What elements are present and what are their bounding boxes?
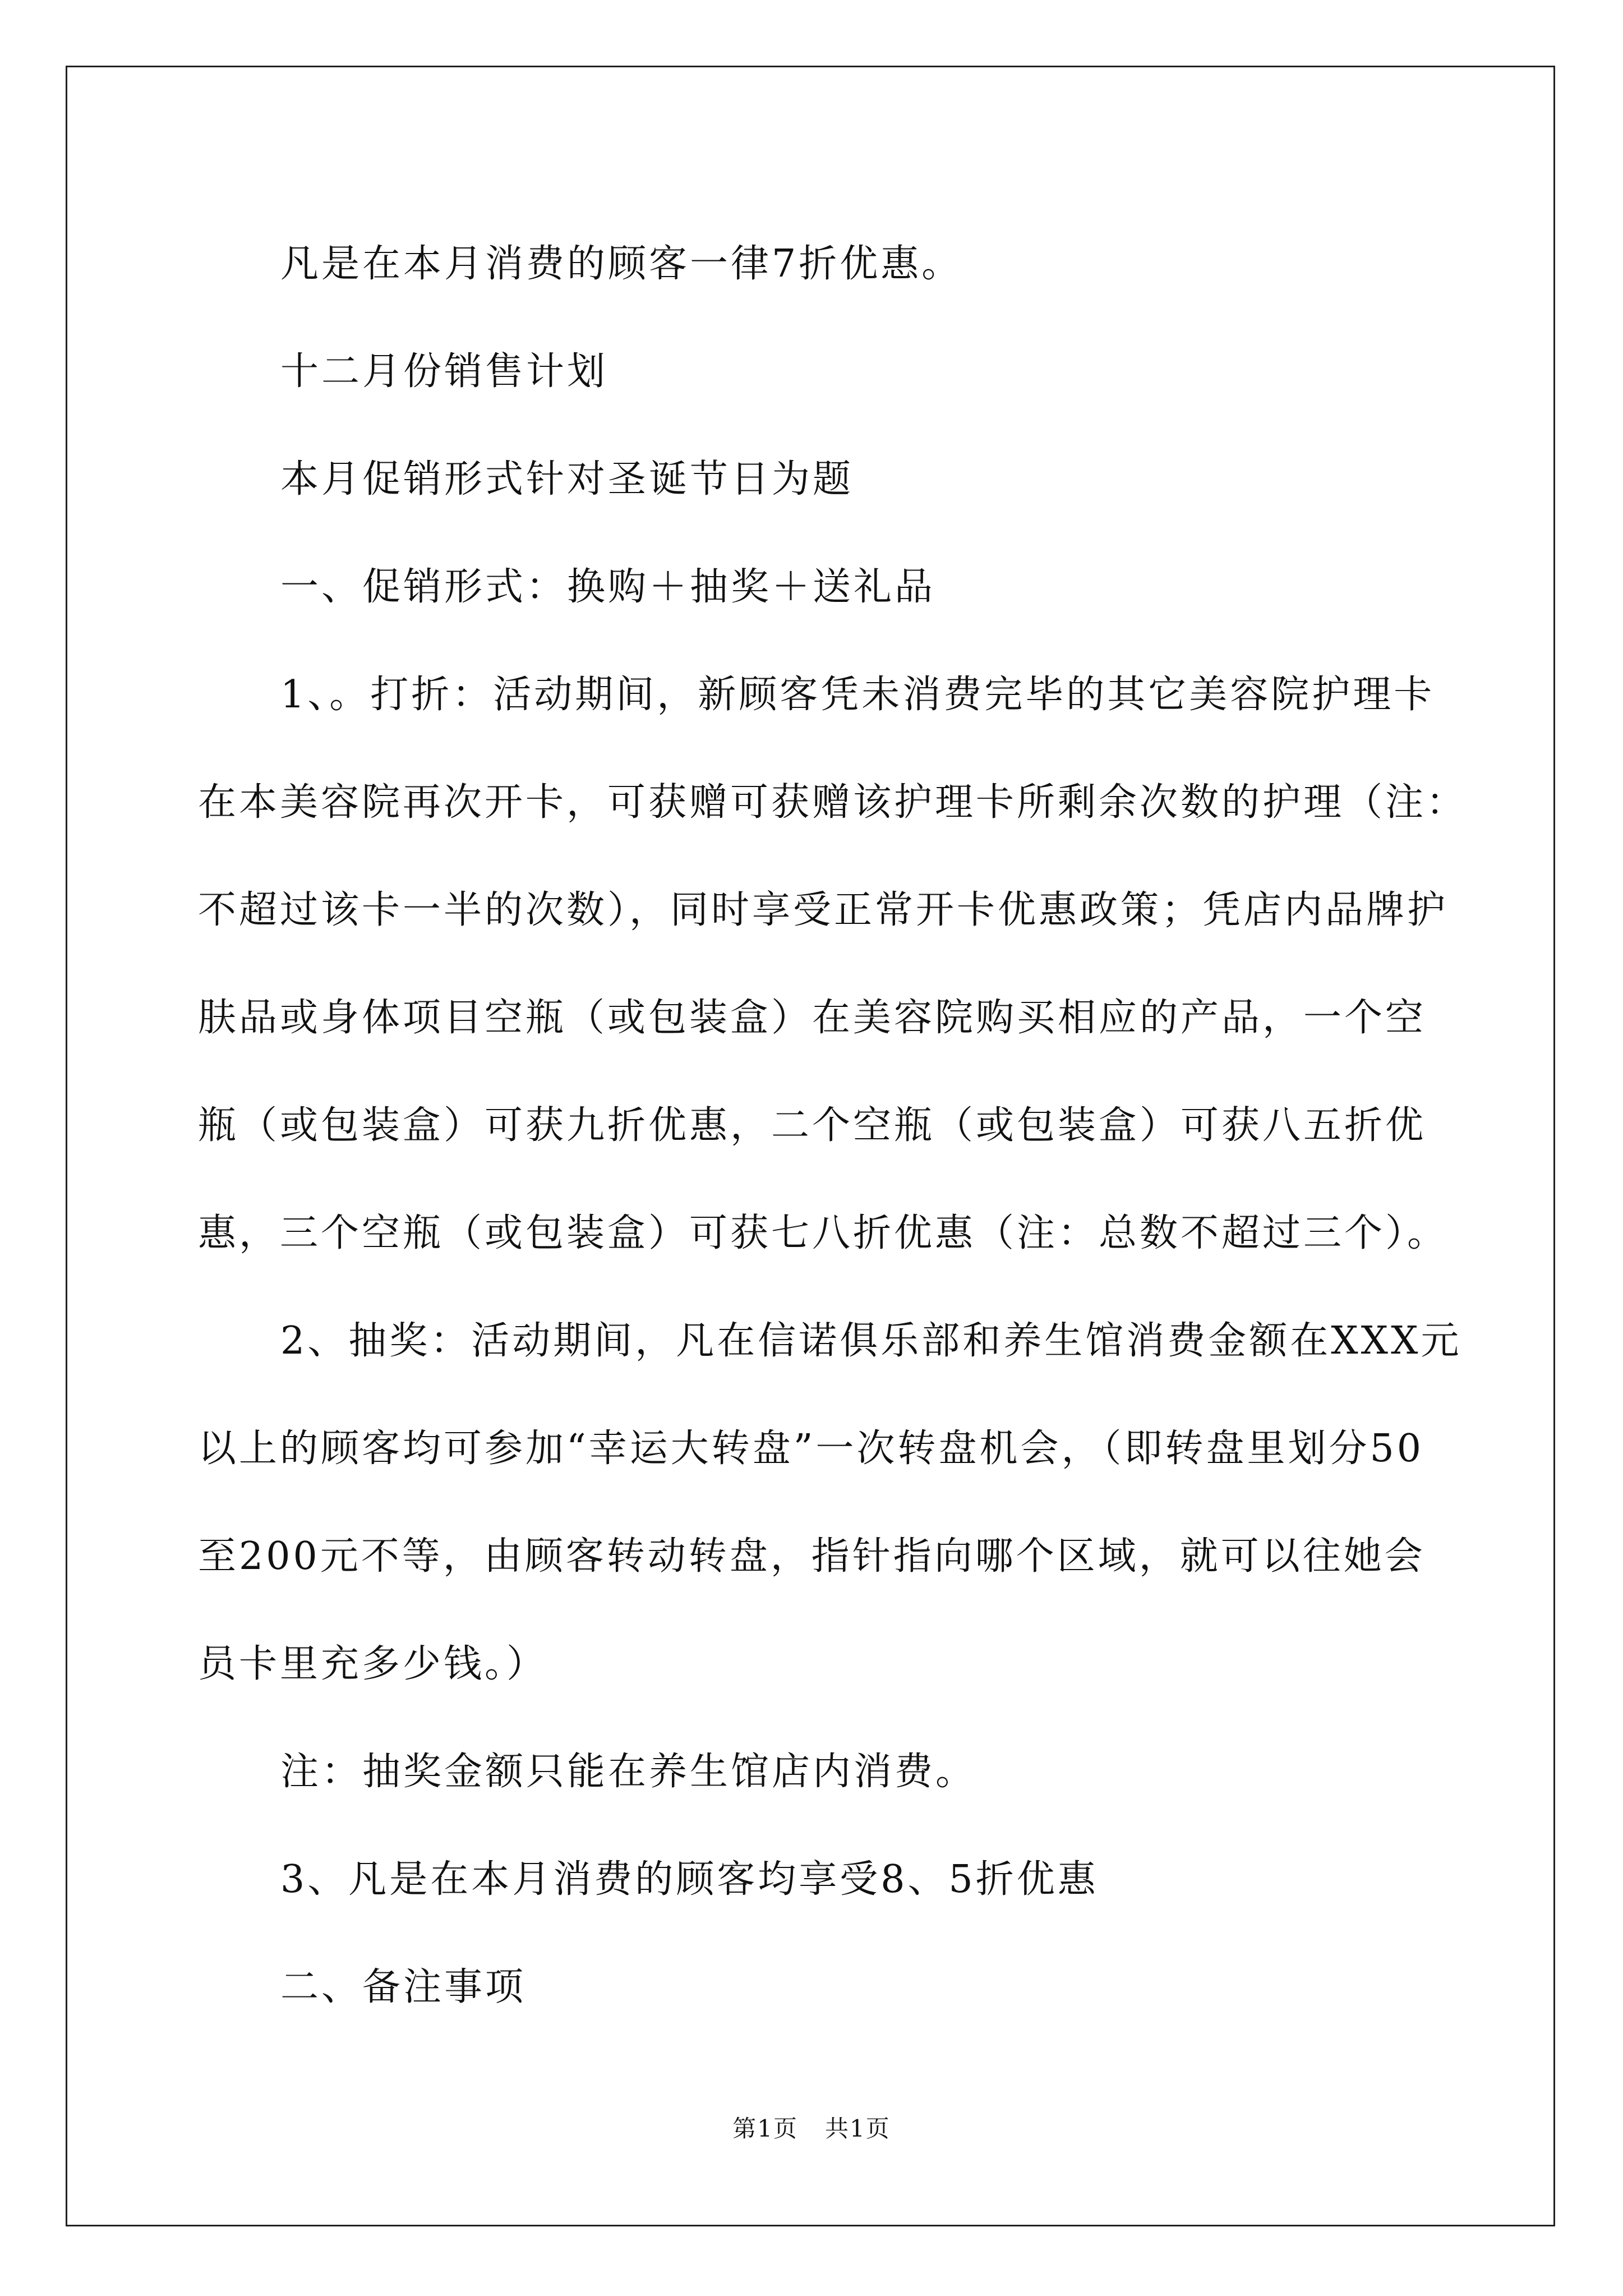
text-line: 瓶（或包装盒）可获九折优惠，二个空瓶（或包装盒）可获八五折优 bbox=[198, 1103, 1427, 1148]
heading-remarks bbox=[198, 1934, 1425, 2041]
paragraph-item-lottery bbox=[198, 1287, 1462, 1718]
page-number-current: 第1页 bbox=[732, 2115, 798, 2142]
page-number-total: 共1页 bbox=[825, 2115, 891, 2142]
text-line: 注：抽奖金额只能在养生馆店内消费。 bbox=[280, 1750, 977, 1794]
text-line: 本月促销形式针对圣诞节日为题 bbox=[280, 457, 854, 501]
text-line: 1、。打折：活动期间，新顾客凭未消费完毕的其它美容院护理卡 bbox=[280, 673, 1435, 717]
document-body bbox=[198, 210, 1468, 2041]
text-line: 在本美容院再次开卡，可获赠可获赠该护理卡所剩余次数的护理（注： bbox=[198, 780, 1468, 825]
paragraph-discount-all bbox=[198, 210, 1425, 318]
text-line: 员卡里充多少钱。） bbox=[198, 1642, 548, 1686]
text-line: 惠，三个空瓶（或包装盒）可获七八折优惠（注：总数不超过三个）。 bbox=[198, 1211, 1449, 1255]
section-title-december-plan bbox=[198, 318, 1425, 426]
text-line: 二、备注事项 bbox=[280, 1965, 527, 2009]
paragraph-item-discount bbox=[198, 641, 1468, 1287]
paragraph-item-monthly-discount bbox=[198, 1826, 1425, 1934]
text-line: 肤品或身体项目空瓶（或包装盒）在美容院购买相应的产品，一个空 bbox=[198, 996, 1427, 1040]
text-line: 一、促销形式：换购＋抽奖＋送礼品 bbox=[280, 565, 936, 609]
text-line: 不超过该卡一半的次数），同时享受正常开卡优惠政策；凭店内品牌护 bbox=[198, 888, 1449, 932]
text-line: 3、凡是在本月消费的顾客均享受8、5折优惠 bbox=[280, 1857, 1099, 1902]
heading-promotion-form bbox=[198, 533, 1425, 641]
text-line: 凡是在本月消费的顾客一律7折优惠。 bbox=[280, 242, 963, 286]
page-footer bbox=[0, 2110, 1623, 2144]
text-line: 十二月份销售计划 bbox=[280, 349, 608, 394]
text-line: 至200元不等，由顾客转动转盘，指针指向哪个区域，就可以往她会 bbox=[198, 1534, 1426, 1579]
paragraph-lottery-note bbox=[198, 1718, 1425, 1826]
text-line: 以上的顾客均可参加“幸运大转盘”一次转盘机会，（即转盘里划分50 bbox=[198, 1427, 1424, 1471]
paragraph-christmas-theme bbox=[198, 426, 1425, 533]
text-line: 2、抽奖：活动期间，凡在信诺俱乐部和养生馆消费金额在XXX元 bbox=[280, 1319, 1462, 1363]
